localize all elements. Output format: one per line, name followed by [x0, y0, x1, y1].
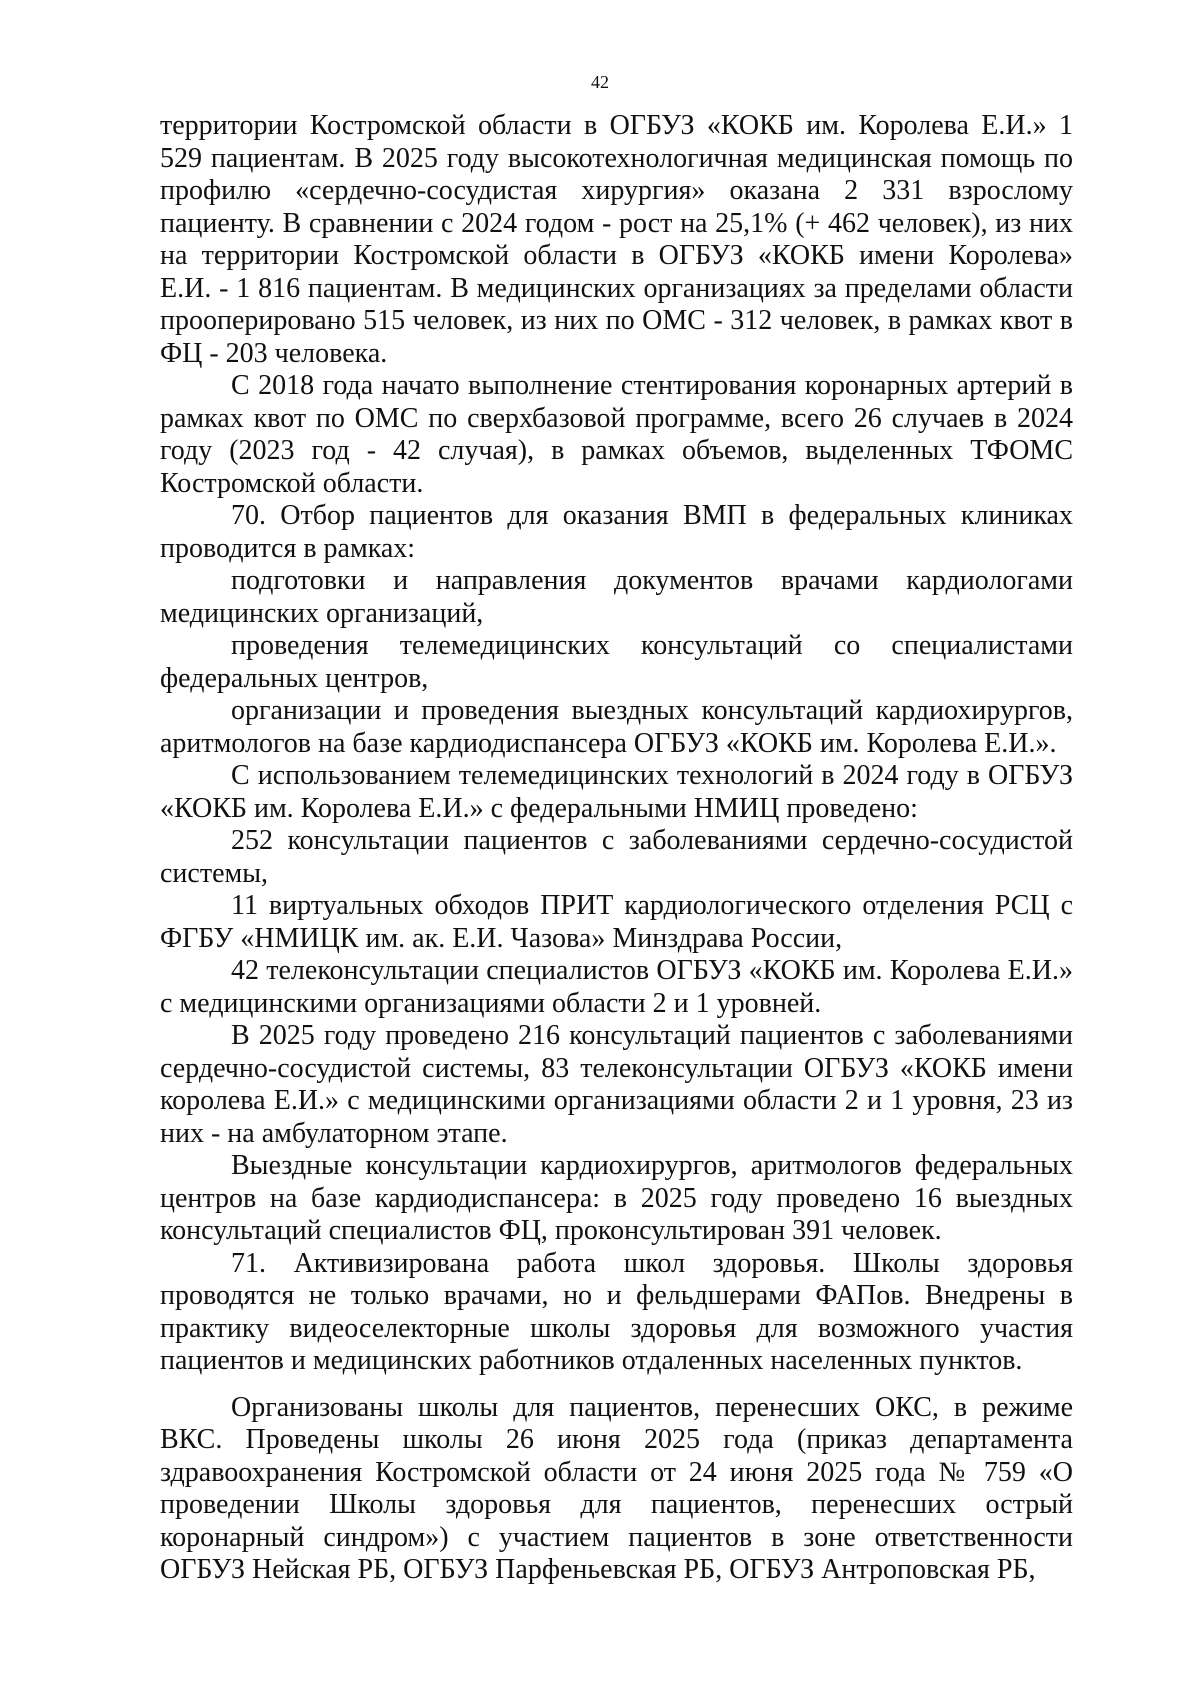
list-item-11-virtual-rounds: 11 виртуальных обходов ПРИТ кардиологического отделения РСЦ с ФГБУ «НМИЦК им. ак. Е.И. Чазова» Минздрава России,	[160, 890, 1073, 954]
list-item-document-preparation: подготовки и направления документов врачами кардиологами медицинских организаций,	[160, 565, 1073, 629]
page-number: 42	[591, 72, 609, 92]
list-item-onsite-consultations: организации и проведения выездных консультаций кардиохирургов, аритмологов на базе кардиодиспансера ОГБУЗ «КОКБ им. Королева Е.И.».	[160, 695, 1073, 759]
paragraph-onsite-visits: Выездные консультации кардиохирургов, аритмологов федеральных центров на базе кардиодиспансера: в 2025 году проведено 16 выездных консультаций специалистов ФЦ, проконсультирован 391 человек.	[160, 1150, 1073, 1246]
list-item-252-consultations: 252 консультации пациентов с заболеваниями сердечно-сосудистой системы,	[160, 825, 1073, 889]
paragraph-item-71: 71. Активизирована работа школ здоровья. Школы здоровья проводятся не только врачами, но и фельдшерами ФАПов. Внедрены в практику видеоселекторные школы здоровья для возможного участия пациентов и медицинских работников отдаленных населенных пунктов.	[160, 1247, 1073, 1376]
paragraph-stenting: С 2018 года начато выполнение стентирования коронарных артерий в рамках квот по ОМС по сверхбазовой программе, всего 26 случаев в 2024 году (2023 год - 42 случая), в рамках объемов, выделенных ТФОМС Костромской области.	[160, 370, 1073, 499]
paragraph-hvmp-territory: территории Костромской области в ОГБУЗ «КОКБ им. Королева Е.И.» 1 529 пациентам. В 2025 году высокотехнологичная медицинская помощь по профилю «сердечно-сосудистая хирургия» оказана 2 331 взрослому пациенту. В сравнении с 2024 годом - рост на 25,1% (+ 462 человек), из них на территории Костромской области в ОГБУЗ «КОКБ имени Королева» Е.И. - 1 816 пациентам. В медицинских организациях за пределами области прооперировано 515 человек, из них по ОМС - 312 человек, в рамках квот в ФЦ - 203 человека.	[160, 110, 1073, 369]
document-body	[160, 110, 1073, 1587]
paragraph-item-70: 70. Отбор пациентов для оказания ВМП в федеральных клиниках проводится в рамках:	[160, 500, 1073, 564]
list-item-42-teleconsultations: 42 телеконсультации специалистов ОГБУЗ «КОКБ им. Королева Е.И.» с медицинскими организациями области 2 и 1 уровней.	[160, 955, 1073, 1019]
list-item-telemedicine-consultations: проведения телемедицинских консультаций со специалистами федеральных центров,	[160, 630, 1073, 694]
paragraph-acs-schools: Организованы школы для пациентов, перенесших ОКС, в режиме ВКС. Проведены школы 26 июня 2025 года (приказ департамента здравоохранения Костромской области от 24 июня 2025 года № 759 «О проведении Школы здоровья для пациентов, перенесших острый коронарный синдром») с участием пациентов в зоне ответственности ОГБУЗ Нейская РБ, ОГБУЗ Парфеньевская РБ, ОГБУЗ Антроповская РБ,	[160, 1391, 1073, 1585]
paragraph-telemedicine-2024: С использованием телемедицинских технологий в 2024 году в ОГБУЗ «КОКБ им. Королева Е.И.» с федеральными НМИЦ проведено:	[160, 760, 1073, 824]
paragraph-consultations-2025: В 2025 году проведено 216 консультаций пациентов с заболеваниями сердечно-сосудистой системы, 83 телеконсультации ОГБУЗ «КОКБ имени королева Е.И.» с медицинскими организациями области 2 и 1 уровня, 23 из них - на амбулаторном этапе.	[160, 1020, 1073, 1149]
